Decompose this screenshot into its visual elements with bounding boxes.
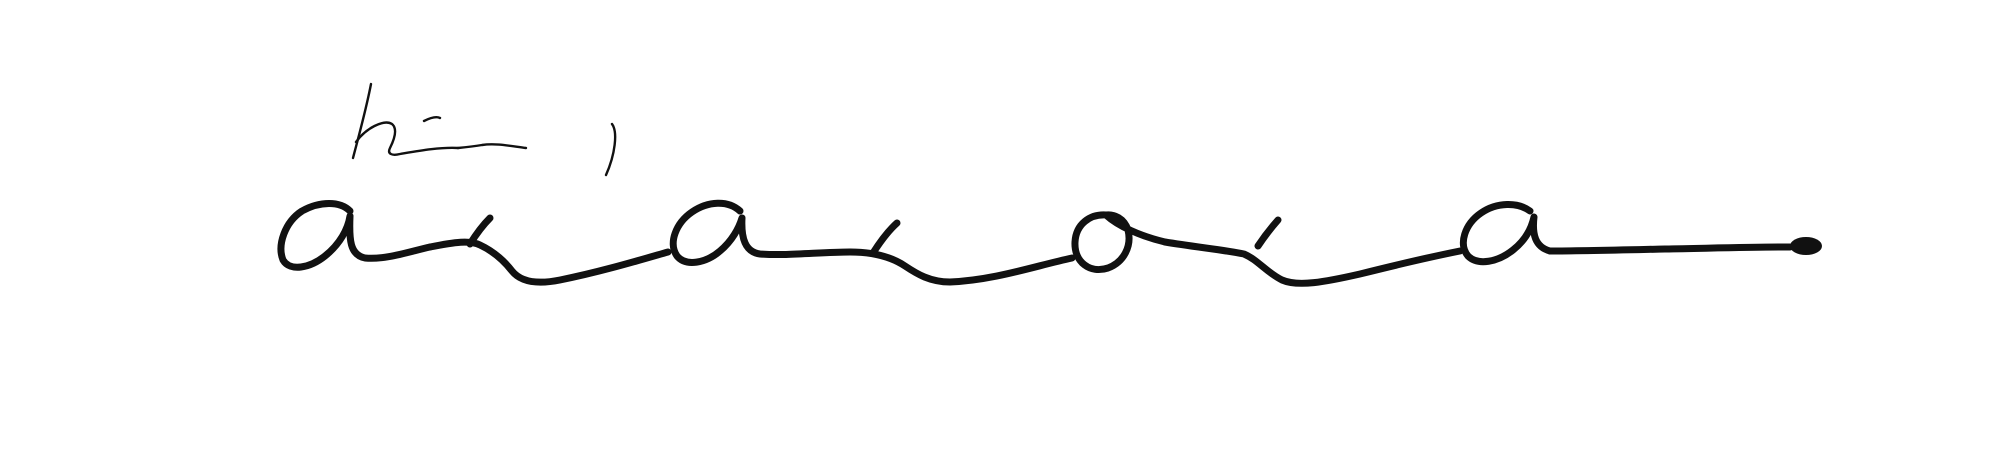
greeting-script (353, 84, 615, 175)
name-script (281, 203, 1790, 283)
tail-dot (1790, 237, 1822, 255)
